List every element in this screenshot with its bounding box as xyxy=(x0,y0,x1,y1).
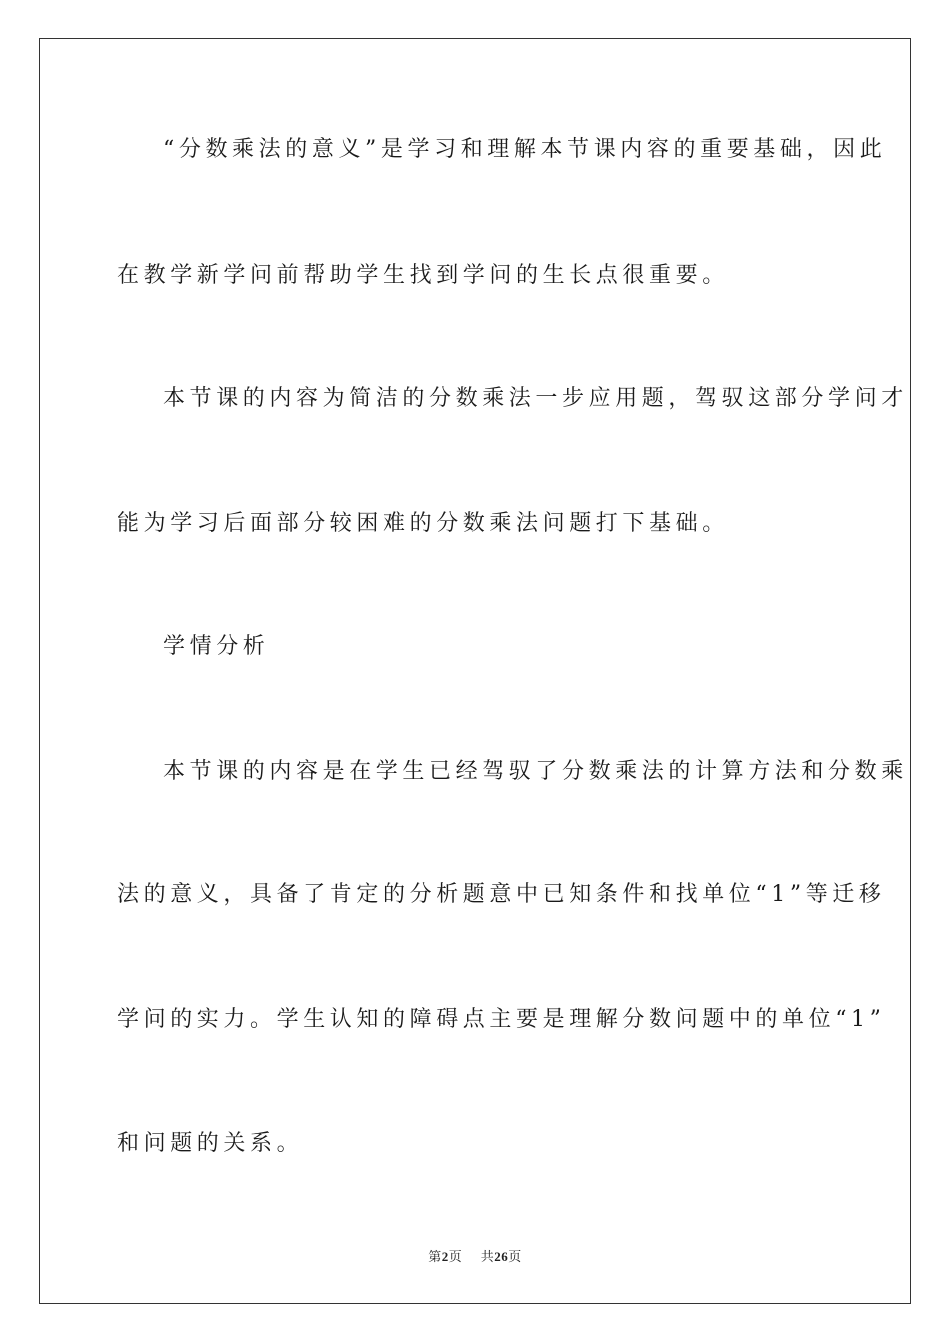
footer-total-prefix: 共 xyxy=(480,1250,495,1265)
page-border xyxy=(39,38,911,1304)
total-pages-number: 26 xyxy=(494,1249,509,1264)
paragraph-line: 法的意义，具备了肯定的分析题意中已知条件和找单位“1”等迁移 xyxy=(117,882,886,907)
footer-page-unit: 页 xyxy=(448,1250,463,1265)
current-page-number: 2 xyxy=(441,1249,449,1264)
footer-total-unit: 页 xyxy=(508,1250,522,1265)
paragraph-line: 本节课的内容为简洁的分数乘法一步应用题，驾驭这部分学问才 xyxy=(163,386,908,411)
section-heading: 学情分析 xyxy=(163,634,270,659)
paragraph-line: 能为学习后面部分较困难的分数乘法问题打下基础。 xyxy=(117,511,729,536)
paragraph-line: “分数乘法的意义”是学习和理解本节课内容的重要基础，因此 xyxy=(163,137,887,162)
footer-prefix: 第 xyxy=(428,1250,442,1265)
paragraph-line: 在教学新学问前帮助学生找到学问的生长点很重要。 xyxy=(117,263,729,288)
paragraph-line: 本节课的内容是在学生已经驾驭了分数乘法的计算方法和分数乘 xyxy=(163,759,908,784)
page-footer xyxy=(0,1246,950,1265)
paragraph-line: 学问的实力。学生认知的障碍点主要是理解分数问题中的单位“1” xyxy=(117,1007,886,1032)
paragraph-line: 和问题的关系。 xyxy=(117,1131,304,1156)
